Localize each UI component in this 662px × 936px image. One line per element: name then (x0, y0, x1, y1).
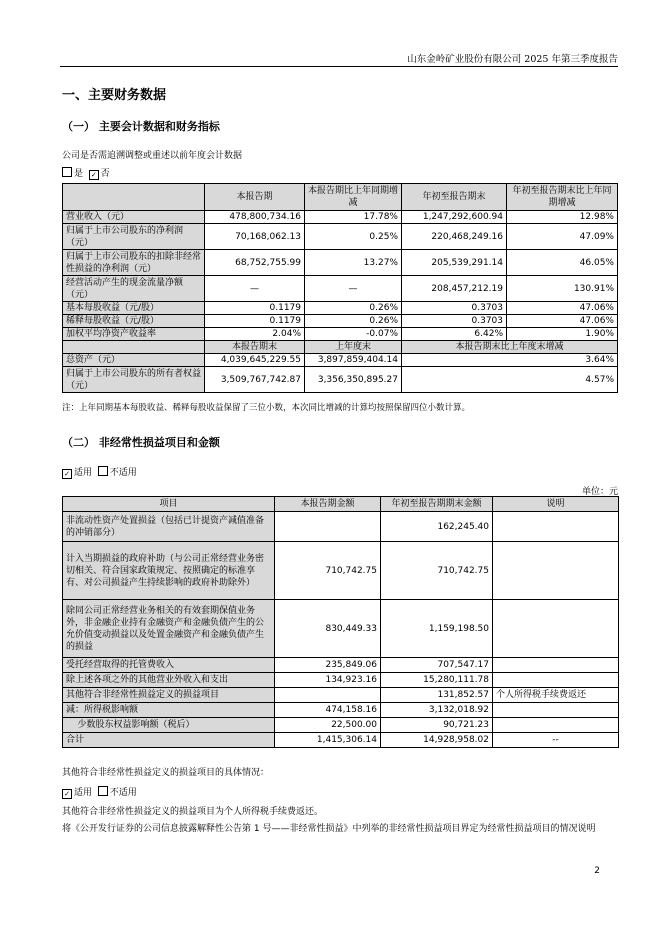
table-cell: 1,159,198.50 (381, 600, 493, 658)
table-row (63, 315, 618, 328)
table-cell: 1,415,306.14 (275, 733, 381, 748)
table-cell: 13.27% (305, 250, 402, 276)
table-note: 注：上年同期基本每股收益、稀释每股收益保留了三位小数，本次同比增减的计算均按照保留四位小数计算。 (62, 403, 471, 413)
table-row (63, 250, 618, 276)
table-cell: 830,449.33 (275, 600, 381, 658)
restate-options (62, 166, 110, 180)
table-row (63, 542, 619, 600)
option-yes-label: 是 (74, 169, 84, 179)
table-cell: 4.57% (402, 367, 618, 393)
row-label: 归属于上市公司股东的扣除非经常性损益的净利润（元） (63, 250, 205, 276)
table-cell: 0.26% (305, 302, 402, 315)
checkbox-not-applicable (98, 786, 108, 796)
applicable-options-2 (62, 785, 137, 799)
row-label: 其他符合非经常性损益定义的损益项目 (63, 688, 275, 703)
table-cell: 131,852.57 (381, 688, 493, 703)
section-title: 一、主要财务数据 (62, 88, 167, 103)
checkbox-not-applicable (98, 466, 108, 476)
table-cell: 3,897,859,404.14 (305, 354, 402, 367)
row-label: 归属于上市公司股东的净利润（元） (63, 224, 205, 250)
table-cell: 个人所得税手续费返还 (493, 688, 619, 703)
table-cell: 47.06% (507, 302, 618, 315)
table-cell (493, 542, 619, 600)
table-cell: 134,923.16 (275, 673, 381, 688)
table-row (63, 367, 618, 393)
row-label: 稀释每股收益（元/股） (63, 315, 205, 328)
reclass-text: 将《公开发行证券的公司信息披露解释性公告第 1 号——非经常性损益》中列举的非经常性损益项目界定为经常性损益项目的情况说明 (62, 824, 596, 834)
unit-label: 单位：元 (581, 487, 618, 497)
table-header: 本报告期金额 (275, 497, 381, 512)
table-header: 上年度末 (305, 341, 402, 354)
checkbox-no-checked: ✓ (89, 170, 99, 180)
option-applicable-label: 适用 (74, 788, 93, 798)
table-cell: 6.42% (402, 328, 507, 341)
row-label: 经营活动产生的现金流量净额（元） (63, 276, 205, 302)
table-cell: 68,752,755.99 (205, 250, 305, 276)
restate-question: 公司是否需追溯调整或重述以前年度会计数据 (62, 151, 243, 161)
table-cell: 15,280,111.78 (381, 673, 493, 688)
table-cell: 3.64% (402, 354, 618, 367)
row-label: 减：所得税影响额 (63, 703, 275, 718)
financial-data-table (62, 183, 618, 393)
table-row (63, 600, 619, 658)
table-cell (493, 718, 619, 733)
table-header: 年初至报告期末比上年同期增减 (507, 184, 618, 211)
checkbox-yes (62, 167, 72, 177)
row-label: 合计 (63, 733, 275, 748)
table-cell (493, 673, 619, 688)
applicable-options (62, 465, 137, 479)
table-cell (493, 703, 619, 718)
table-cell (493, 658, 619, 673)
row-label: 基本每股收益（元/股） (63, 302, 205, 315)
table-cell: -- (493, 733, 619, 748)
table-cell: 70,168,062.13 (205, 224, 305, 250)
table-subheader-row (63, 341, 618, 354)
page-number: 2 (594, 866, 600, 876)
table-cell: 162,245.40 (381, 512, 493, 542)
table-cell: 1.90% (507, 328, 618, 341)
table-header: 年初至报告期末 (402, 184, 507, 211)
checkbox-applicable-checked: ✓ (62, 789, 72, 799)
other-items-desc: 其他符合非经常性损益定义的损益项目为个人所得税手续费返还。 (62, 807, 324, 817)
row-label: 总资产（元） (63, 354, 205, 367)
table-cell (493, 512, 619, 542)
option-not-applicable-label: 不适用 (109, 468, 137, 478)
table-cell: 14,928,958.02 (381, 733, 493, 748)
table-row (63, 328, 618, 341)
table-cell (493, 600, 619, 658)
table-header (63, 341, 205, 354)
table-row (63, 276, 618, 302)
table-cell (275, 688, 381, 703)
table-header: 项目 (63, 497, 275, 512)
row-label: 受托经营取得的托管费收入 (63, 658, 275, 673)
row-label: 加权平均净资产收益率 (63, 328, 205, 341)
table-cell (275, 512, 381, 542)
table-cell: 0.3703 (402, 315, 507, 328)
table-cell: 22,500.00 (275, 718, 381, 733)
table-cell: 3,356,350,895.27 (305, 367, 402, 393)
row-label: 除上述各项之外的其他营业外收入和支出 (63, 673, 275, 688)
table-cell: 17.78% (305, 211, 402, 224)
table-row (63, 658, 619, 673)
subsection-title: （二） 非经常性损益项目和金额 (62, 436, 220, 449)
table-cell: 2.04% (205, 328, 305, 341)
checkbox-applicable-checked: ✓ (62, 469, 72, 479)
table-cell: 710,742.75 (381, 542, 493, 600)
table-cell: 205,539,291.14 (402, 250, 507, 276)
option-applicable-label: 适用 (74, 468, 93, 478)
table-cell: 46.05% (507, 250, 618, 276)
table-cell: 12.98% (507, 211, 618, 224)
table-cell: 220,468,249.16 (402, 224, 507, 250)
table-cell: — (305, 276, 402, 302)
table-row (63, 302, 618, 315)
table-cell: 90,721.23 (381, 718, 493, 733)
table-cell: 710,742.75 (275, 542, 381, 600)
table-cell: 0.25% (305, 224, 402, 250)
table-header (63, 184, 205, 211)
table-cell: 478,800,734.16 (205, 211, 305, 224)
row-label: 少数股东权益影响额（税后） (63, 718, 275, 733)
table-cell: 4,039,645,229.55 (205, 354, 305, 367)
table-row (63, 703, 619, 718)
table-cell: 0.26% (305, 315, 402, 328)
table-cell: 0.1179 (205, 315, 305, 328)
table-cell: -0.07% (305, 328, 402, 341)
table-cell: 3,132,018.92 (381, 703, 493, 718)
table-cell: 474,158.16 (275, 703, 381, 718)
row-label: 归属于上市公司股东的所有者权益（元） (63, 367, 205, 393)
table-row (63, 718, 619, 733)
header-divider (60, 66, 618, 67)
table-cell: 130.91% (507, 276, 618, 302)
table-cell: 1,247,292,600.94 (402, 211, 507, 224)
table-cell: 208,457,212.19 (402, 276, 507, 302)
table-cell: 707,547.17 (381, 658, 493, 673)
table-row (63, 512, 619, 542)
row-label: 计入当期损益的政府补助（与公司正常经营业务密切相关、符合国家政策规定、按照确定的标准享有、对公司损益产生持续影响的政府补助除外） (63, 542, 275, 600)
option-no-label: 否 (100, 169, 110, 179)
table-header: 本报告期末 (205, 341, 305, 354)
table-row (63, 211, 618, 224)
option-not-applicable-label: 不适用 (109, 788, 137, 798)
table-cell: 0.1179 (205, 302, 305, 315)
non-recurring-table (62, 496, 619, 748)
table-header: 年初至报告期期末金额 (381, 497, 493, 512)
table-cell: 47.09% (507, 224, 618, 250)
table-header: 本报告期比上年同期增减 (305, 184, 402, 211)
table-cell: 3,509,767,742.87 (205, 367, 305, 393)
table-header: 本报告期末比上年度末增减 (402, 341, 618, 354)
row-label: 非流动性资产处置损益（包括已计提资产减值准备的冲销部分） (63, 512, 275, 542)
document-header: 山东金岭矿业股份有限公司 2025 年第三季度报告 (407, 54, 618, 65)
table-row (63, 224, 618, 250)
table-header: 本报告期 (205, 184, 305, 211)
table-row (63, 688, 619, 703)
table-cell: 47.06% (507, 315, 618, 328)
table-row (63, 733, 619, 748)
table-row (63, 354, 618, 367)
table-cell: 0.3703 (402, 302, 507, 315)
table-row (63, 673, 619, 688)
row-label: 营业收入（元） (63, 211, 205, 224)
row-label: 除同公司正常经营业务相关的有效套期保值业务外，非金融企业持有金融资产和金融负债产生的公允价值变动损益以及处置金融资产和金融负债产生的损益 (63, 600, 275, 658)
table-header: 说明 (493, 497, 619, 512)
subsection-title: （一） 主要会计数据和财务指标 (62, 120, 220, 133)
other-items-text: 其他符合非经常性损益定义的损益项目的具体情况： (62, 768, 270, 778)
table-cell: 235,849.06 (275, 658, 381, 673)
table-cell: — (205, 276, 305, 302)
